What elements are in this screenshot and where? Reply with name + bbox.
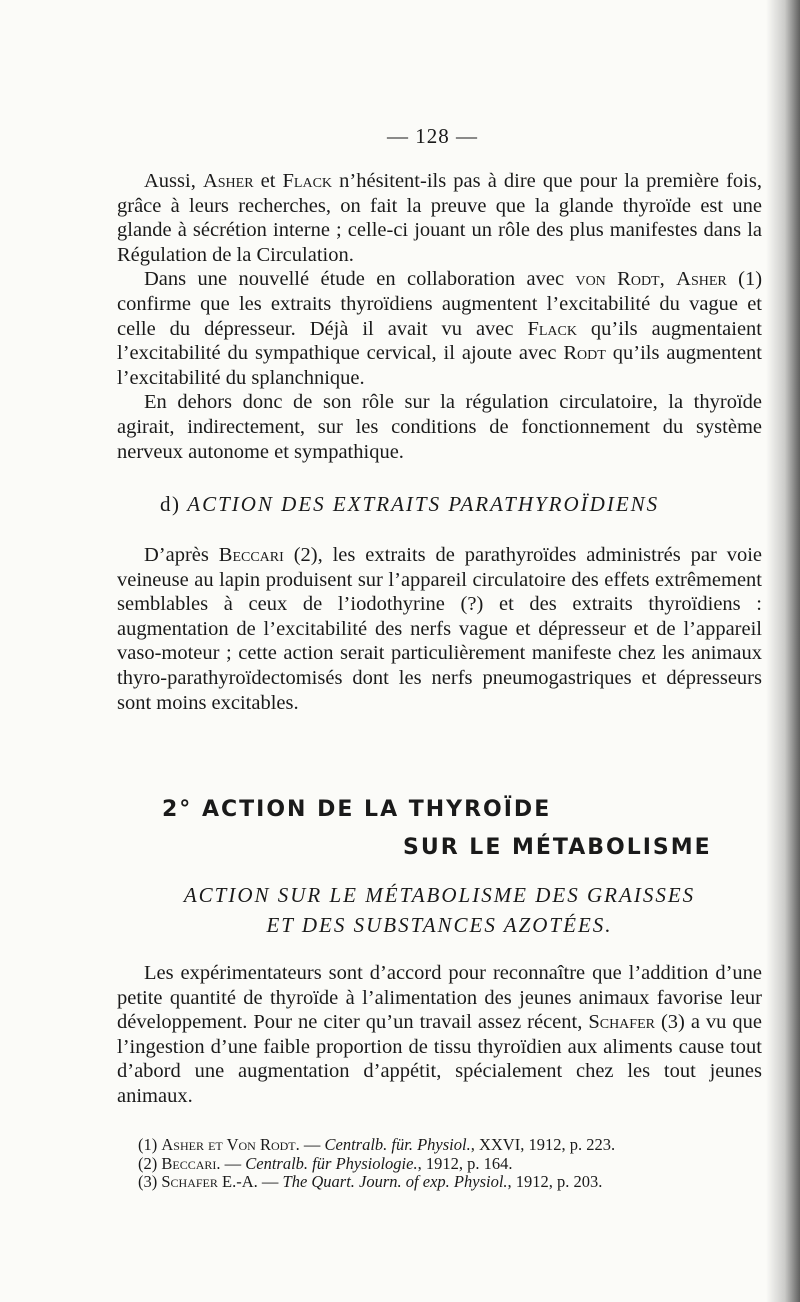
author-name: Schafer: [588, 1011, 655, 1034]
subheading-line-1: ACTION SUR LE MÉTABOLISME DES GRAISSES: [183, 883, 696, 907]
author-name: von Rodt,: [575, 268, 665, 291]
footnotes: [138, 1136, 778, 1192]
paragraph-schafer: Les expérimentateurs sont d’accord pour reconnaître que l’addition d’une petite quantité de thyroïde à l’alimentation des jeunes animaux favorise leur développement. Pour ne citer qu’un travail assez récent, Schafer (3) a vu que l’ingestion d’une faible proportion de tissu thyroïdien aux aliments cause tout d’abord une augmentation d’appétit, spécialement chez les tout jeunes animaux.: [117, 962, 762, 1107]
footnote: (1) Asher et Von Rodt. — Centralb. für. Physiol., XXVI, 1912, p. 223.: [138, 1135, 616, 1154]
text-block-2: [117, 543, 762, 715]
page-number: — 128 —: [387, 124, 478, 148]
text-block-3: [117, 961, 762, 1109]
author-name: Flack: [527, 317, 577, 340]
section-heading-d: d) ACTION DES EXTRAITS PARATHYROÏDIENS: [160, 492, 660, 516]
paragraph-asher-flack: Aussi, Asher et Flack n’hésitent-ils pas à dire que pour la première fois, grâce à leurs recherches, on fait la preuve que la glande thyroïde est une glande à sécrétion interne ; celle-ci jouant un rôle des plus manifestes dans la Régulation de la Circulation.: [117, 170, 762, 266]
footnote: (2) Beccari. — Centralb. für Physiologie., 1912, p. 164.: [138, 1153, 513, 1173]
author-name: Beccari: [218, 544, 284, 566]
paragraph-beccari: D’après Beccari (2), les extraits de parathyroïdes administrés par voie veineuse au lapin produisent sur l’appareil circulatoire des effets extrêmement semblables à ceux de l’iodothyrine (?) et des extraits thyroïdiens : augmentation de l’excitabilité des nerfs vague et dépresseur et de l’appareil vaso-moteur ; cette action serait particulièrement manifeste chez les animaux thyro-parathyroïdectomisés dont les nerfs pneumogastriques et dépresseurs sont moins excitables.: [117, 544, 762, 714]
chapter-heading-line-2: SUR LE MÉTABOLISME: [403, 835, 712, 860]
author-name: Asher: [676, 268, 727, 291]
paragraph-nervous-system: En dehors donc de son rôle sur la régulation circulatoire, la thyroïde agirait, indirectement, sur les conditions de fonctionnement du système nerveux autonome et sympathique.: [117, 391, 762, 463]
footnote: (3) Schafer E.-A. — The Quart. Journ. of exp. Physiol., 1912, p. 203.: [138, 1172, 603, 1191]
chapter-heading-line-1: 2° ACTION DE LA THYROÏDE: [162, 797, 552, 822]
author-name: Asher: [202, 170, 254, 192]
author-name: Flack: [282, 170, 333, 192]
author-name: Rodt: [563, 342, 606, 365]
text-block-1: [117, 169, 762, 464]
paragraph-von-rodt: Dans une nouvellé étude en collaboration avec von Rodt, Asher (1) confirme que les extraits thyroïdiens augmentent l’excitabilité du vague et celle du dépresseur. Déjà il avait vu avec Flack qu’ils augmentaient l’excitabilité du sympathique cervical, il ajoute avec Rodt qu’ils augmentent l’excitabilité du splanchnique.: [117, 268, 763, 389]
subheading-line-2: ET DES SUBSTANCES AZOTÉES.: [266, 913, 613, 937]
page-edge-shadow: [766, 0, 800, 1302]
